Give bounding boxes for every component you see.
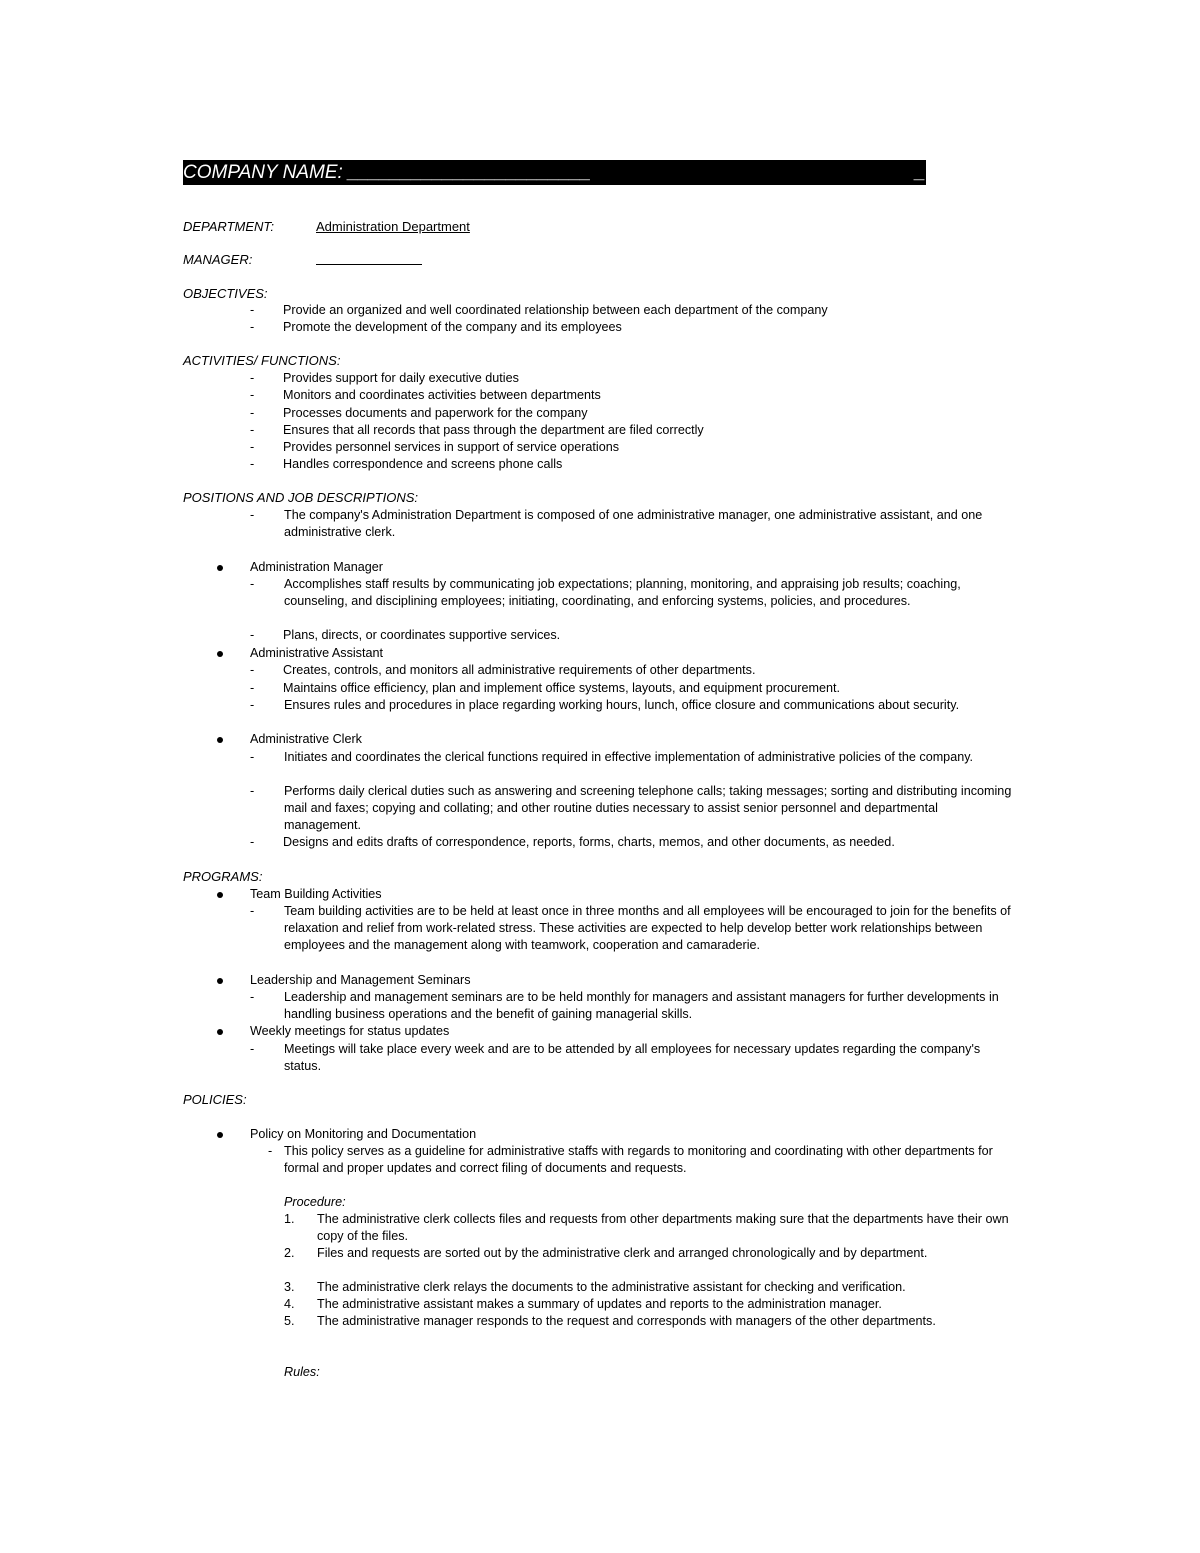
activity-item: Monitors and coordinates activities between departments: [283, 388, 601, 402]
objectives-label: OBJECTIVES:: [183, 286, 268, 301]
role-duty: Maintains office efficiency, plan and implement office systems, layouts, and equipment procurement.: [283, 681, 840, 695]
dash-marker: -: [250, 1042, 255, 1056]
dash-marker: -: [250, 440, 255, 454]
bullet-icon: [217, 978, 223, 984]
dash-marker: -: [250, 990, 255, 1004]
program-desc: Meetings will take place every week and are to be attended by all employees for necessary updates regarding the company's status.: [284, 1042, 981, 1074]
bullet-icon: [217, 737, 223, 743]
procedure-step: The administrative clerk collects files and requests from other departments making sure that the departments have their own copy of the files.: [317, 1212, 1009, 1244]
procedure-step: The administrative clerk relays the documents to the administrative assistant for checking and verification.: [317, 1280, 906, 1294]
activity-item: Processes documents and paperwork for the company: [283, 406, 588, 420]
role-duty: Designs and edits drafts of correspondence, reports, forms, charts, memos, and other documents, as needed.: [283, 835, 895, 849]
dash-marker: -: [250, 388, 255, 402]
dash-marker: -: [250, 406, 255, 420]
dash-marker: -: [250, 698, 255, 712]
procedure-step: Files and requests are sorted out by the administrative clerk and arranged chronologically and by department.: [317, 1246, 928, 1260]
dash-marker: -: [250, 320, 255, 334]
procedure-label: Procedure:: [284, 1195, 346, 1209]
role-duty: Ensures rules and procedures in place regarding working hours, lunch, office closure and communications about security.: [284, 698, 960, 712]
activity-item: Provides personnel services in support of service operations: [283, 440, 620, 454]
dash-marker: -: [250, 303, 255, 317]
dash-marker: -: [250, 371, 255, 385]
step-number: 4.: [284, 1297, 295, 1311]
role-title: Administration Manager: [250, 560, 383, 574]
dash-marker: -: [250, 577, 255, 591]
policy-desc: This policy serves as a guideline for administrative staffs with regards to monitoring and coordinating with other departments for formal and proper updates and correct filing of documents and requests.: [284, 1144, 993, 1176]
dash-marker: -: [250, 750, 255, 764]
manager-blank-line: [316, 252, 422, 270]
step-number: 1.: [284, 1212, 295, 1226]
role-title: Administrative Assistant: [250, 646, 383, 660]
role-duty: Initiates and coordinates the clerical functions required in effective implementation of administrative policies of the company.: [284, 750, 974, 764]
dash-marker: -: [250, 457, 255, 471]
bullet-icon: [217, 651, 223, 657]
objective-item: Provide an organized and well coordinated relationship between each department of the company: [283, 303, 828, 317]
manager-label: MANAGER:: [183, 252, 253, 267]
dash-marker: -: [268, 1144, 273, 1158]
dash-marker: -: [250, 681, 255, 695]
banner-trailing-blank: _: [915, 162, 926, 183]
dash-marker: -: [250, 835, 255, 849]
bullet-icon: [217, 1132, 223, 1138]
step-number: 5.: [284, 1314, 295, 1328]
objective-item: Promote the development of the company and its employees: [283, 320, 622, 334]
program-title: Team Building Activities: [250, 887, 382, 901]
dash-marker: -: [250, 904, 255, 918]
positions-label: POSITIONS AND JOB DESCRIPTIONS:: [183, 490, 418, 505]
program-desc: Team building activities are to be held at least once in three months and all employees will be encouraged to join for the benefits of relaxation and relief from work-related stress. These activities are expected to help develop better work relationships between employees and the management along with teamwork, cooperation and camaraderie.: [284, 904, 1011, 953]
department-label: DEPARTMENT:: [183, 219, 275, 234]
role-duty: Performs daily clerical duties such as answering and screening telephone calls; taking messages; sorting and distributing incoming mail and faxes; copying and collating; and other routine duties necessary to assist senior personnel and departmental management.: [284, 784, 1012, 833]
dash-marker: -: [250, 508, 255, 522]
dash-marker: -: [250, 784, 255, 798]
positions-intro: The company's Administration Department is composed of one administrative manager, one administrative assistant, and one administrative clerk.: [284, 508, 983, 540]
procedure-step: The administrative assistant makes a summary of updates and reports to the administration manager.: [317, 1297, 882, 1311]
dash-marker: -: [250, 423, 255, 437]
step-number: 2.: [284, 1246, 295, 1260]
dash-marker: -: [250, 628, 255, 642]
bullet-icon: [217, 1029, 223, 1035]
company-name-banner: [183, 160, 926, 185]
bullet-icon: [217, 565, 223, 571]
dash-marker: -: [250, 663, 255, 677]
rules-label: Rules:: [284, 1365, 320, 1379]
program-title: Weekly meetings for status updates: [250, 1024, 450, 1038]
programs-label: PROGRAMS:: [183, 869, 263, 884]
role-duty: Plans, directs, or coordinates supportive services.: [283, 628, 561, 642]
program-desc: Leadership and management seminars are to be held monthly for managers and assistant managers for further developments in handling business operations and the benefit of gaining managerial skills.: [284, 990, 999, 1022]
policy-title: Policy on Monitoring and Documentation: [250, 1127, 477, 1141]
step-number: 3.: [284, 1280, 295, 1294]
department-value: Administration Department: [316, 219, 470, 234]
activities-label: ACTIVITIES/ FUNCTIONS:: [183, 353, 341, 368]
policies-label: POLICIES:: [183, 1092, 247, 1107]
activity-item: Provides support for daily executive duties: [283, 371, 519, 385]
activity-item: Handles correspondence and screens phone calls: [283, 457, 563, 471]
program-title: Leadership and Management Seminars: [250, 973, 471, 987]
company-name-label: COMPANY NAME: _______________________: [183, 162, 592, 183]
role-title: Administrative Clerk: [250, 732, 362, 746]
role-duty: Creates, controls, and monitors all administrative requirements of other departments.: [283, 663, 756, 677]
role-duty: Accomplishes staff results by communicating job expectations; planning, monitoring, and appraising job results; coaching, counseling, and disciplining employees; initiating, coordinating, and enforcing systems, policies, and procedures.: [284, 577, 961, 609]
bullet-icon: [217, 892, 223, 898]
procedure-step: The administrative manager responds to the request and corresponds with managers of the other departments.: [317, 1314, 936, 1328]
activity-item: Ensures that all records that pass through the department are filed correctly: [283, 423, 704, 437]
